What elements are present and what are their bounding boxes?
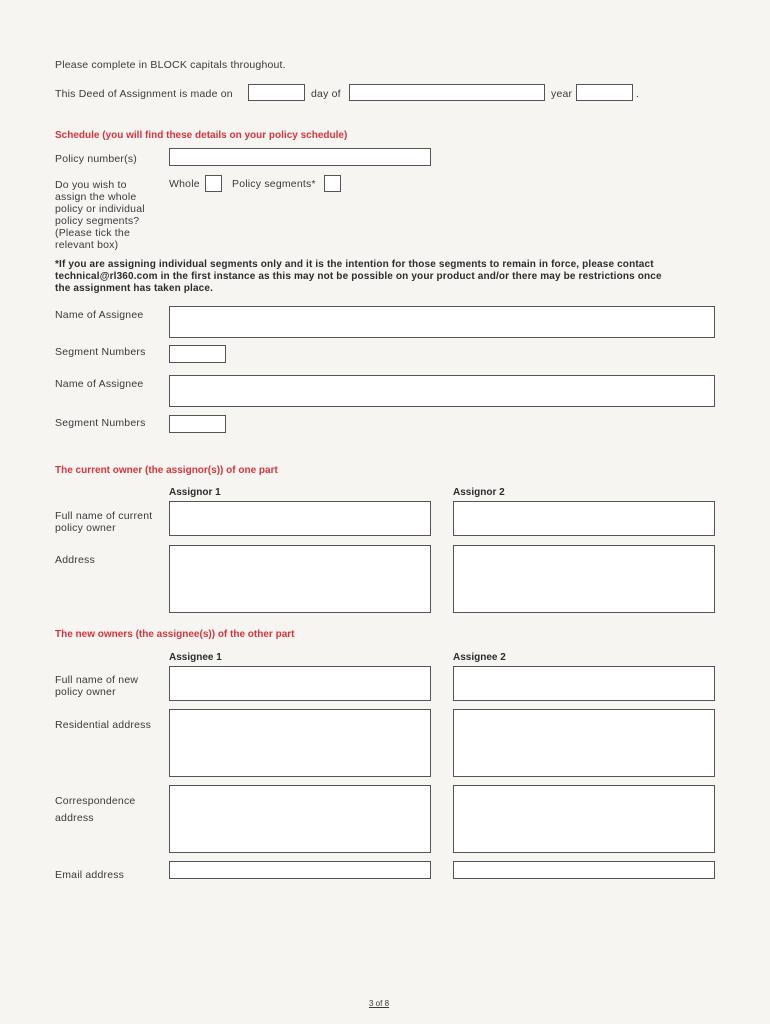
- policy-segments-label: Policy segments*: [232, 178, 316, 190]
- assignor-2-full-name-input[interactable]: [453, 501, 715, 536]
- assignee-name-label-2: Name of Assignee: [55, 378, 144, 390]
- segment-numbers-input-2[interactable]: [169, 415, 226, 433]
- segments-note-line-2: technical@rl360.com in the first instance as this may not be possible on your product and/or there may be restrictions once: [55, 271, 662, 282]
- deed-made-on-label: This Deed of Assignment is made on: [55, 88, 233, 100]
- deed-day-input[interactable]: [248, 84, 305, 101]
- whole-checkbox[interactable]: [205, 175, 222, 192]
- assignee-name-label-1: Name of Assignee: [55, 309, 144, 321]
- whole-label: Whole: [169, 178, 200, 190]
- year-label: year: [551, 88, 573, 100]
- policy-segments-checkbox[interactable]: [324, 175, 341, 192]
- correspondence-label-line-2: address: [55, 812, 94, 824]
- assignor-full-name-label: Full name of current policy owner: [55, 510, 153, 534]
- segment-numbers-label-1: Segment Numbers: [55, 346, 146, 358]
- assignor-1-address-input[interactable]: [169, 545, 431, 613]
- assignor-1-full-name-input[interactable]: [169, 501, 431, 536]
- assignee-2-correspondence-address-input[interactable]: [453, 785, 715, 853]
- policy-numbers-label: Policy number(s): [55, 153, 137, 165]
- current-owner-heading: The current owner (the assignor(s)) of one part: [55, 465, 278, 476]
- email-address-label: Email address: [55, 869, 125, 881]
- deed-year-input[interactable]: [576, 84, 633, 101]
- assignee-2-heading: Assignee 2: [453, 652, 506, 663]
- assignee-name-input-1[interactable]: [169, 306, 715, 338]
- policy-numbers-input[interactable]: [169, 148, 431, 166]
- segments-note-line-3: the assignment has taken place.: [55, 283, 214, 294]
- assignor-1-heading: Assignor 1: [169, 487, 221, 498]
- assignee-full-name-label: Full name of new policy owner: [55, 674, 139, 698]
- residential-address-label: Residential address: [55, 719, 152, 731]
- segment-numbers-input-1[interactable]: [169, 345, 226, 363]
- assignee-1-full-name-input[interactable]: [169, 666, 431, 701]
- deed-month-input[interactable]: [349, 84, 545, 101]
- schedule-heading: Schedule (you will find these details on your policy schedule): [55, 130, 348, 141]
- assign-question-label: Do you wish to assign the whole policy or individual policy segments? (Please tick the relevant box): [55, 179, 145, 251]
- page-number: 3 of 8: [369, 999, 390, 1008]
- assignee-2-full-name-input[interactable]: [453, 666, 715, 701]
- assignor-address-label: Address: [55, 554, 95, 566]
- assignee-1-correspondence-address-input[interactable]: [169, 785, 431, 853]
- instruction-text: Please complete in BLOCK capitals throughout.: [55, 59, 286, 71]
- segments-note-line-1: *If you are assigning individual segments only and it is the intention for those segments to remain in force, please contact: [55, 259, 654, 270]
- assignee-name-input-2[interactable]: [169, 375, 715, 407]
- assignee-1-residential-address-input[interactable]: [169, 709, 431, 777]
- assignee-1-email-input[interactable]: [169, 861, 431, 879]
- new-owner-heading: The new owners (the assignee(s)) of the other part: [55, 629, 295, 640]
- correspondence-label-line-1: Correspondence: [55, 795, 136, 807]
- day-of-label: day of: [311, 88, 341, 100]
- segment-numbers-label-2: Segment Numbers: [55, 417, 146, 429]
- assignee-1-heading: Assignee 1: [169, 652, 222, 663]
- assignor-2-heading: Assignor 2: [453, 487, 505, 498]
- assignee-2-email-input[interactable]: [453, 861, 715, 879]
- assignee-2-residential-address-input[interactable]: [453, 709, 715, 777]
- assignor-2-address-input[interactable]: [453, 545, 715, 613]
- period-mark: .: [636, 88, 640, 100]
